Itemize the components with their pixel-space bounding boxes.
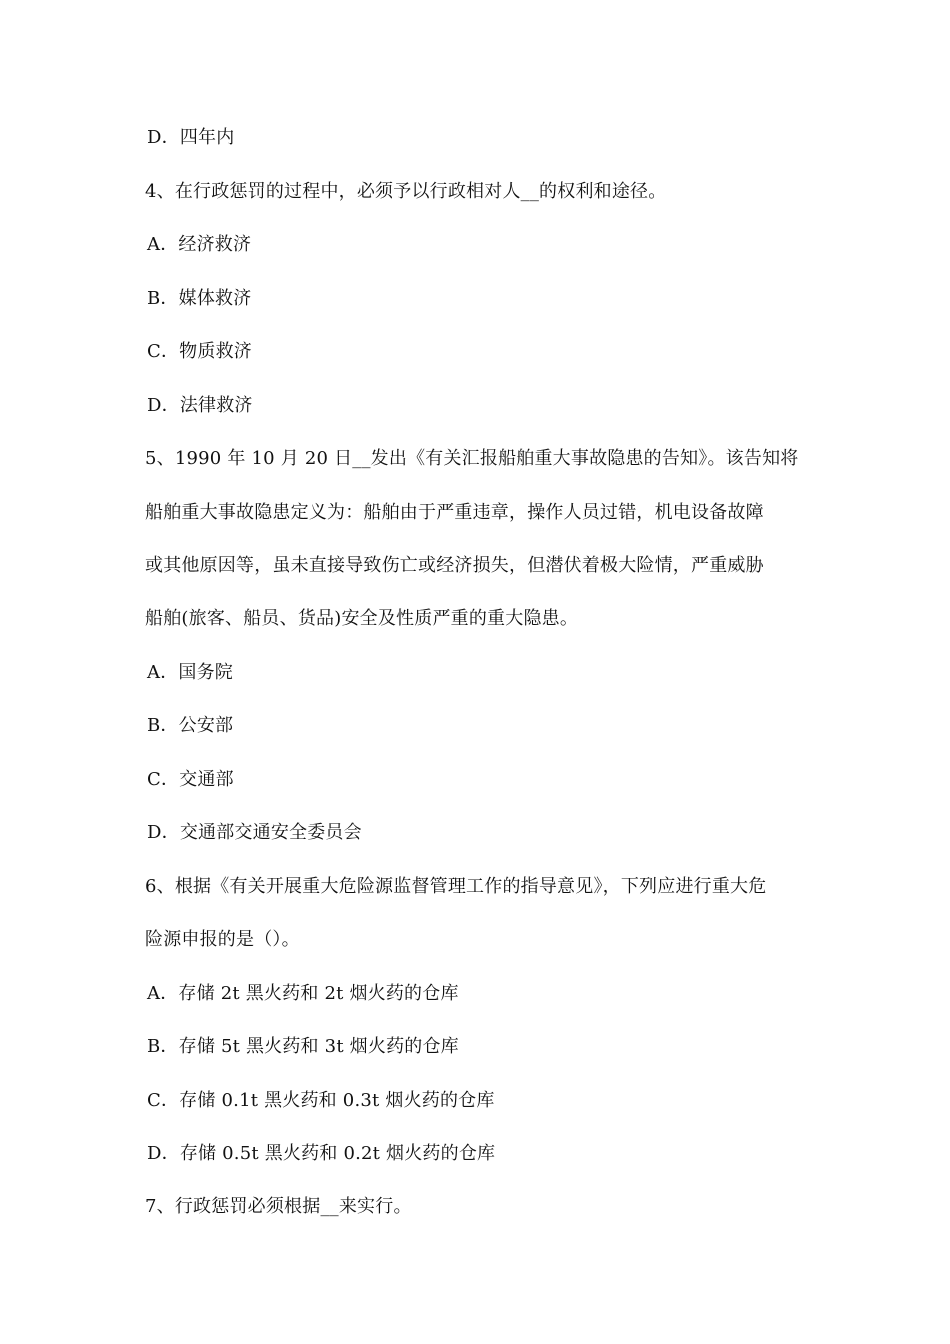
question-5-line-3: 或其他原因等，虽未直接导致伤亡或经济损失，但潜伏着极大险情，严重威胁: [145, 555, 764, 576]
option-a-q6: A．存储 2t 黑火药和 2t 烟火药的仓库: [147, 983, 459, 1004]
option-a-q5: A．国务院: [147, 662, 233, 683]
option-d-q6: D．存储 0.5t 黑火药和 0.2t 烟火药的仓库: [147, 1143, 496, 1164]
option-a-q4: A．经济救济: [147, 234, 252, 255]
question-7: 7、行政惩罚必须根据__来实行。: [145, 1196, 412, 1217]
option-b-q5: B．公安部: [147, 715, 234, 736]
question-6-line-2: 险源申报的是（）。: [145, 929, 300, 950]
option-d-q3: D．四年内: [147, 127, 235, 148]
option-b-q4: B．媒体救济: [147, 288, 252, 309]
option-c-q6: C．存储 0.1t 黑火药和 0.3t 烟火药的仓库: [147, 1090, 495, 1111]
question-5-line-2: 船舶重大事故隐患定义为：船舶由于严重违章，操作人员过错，机电设备故障: [145, 502, 764, 523]
question-6-line-1: 6、根据《有关开展重大危险源监督管理工作的指导意见》，下列应进行重大危: [145, 876, 767, 897]
option-b-q6: B．存储 5t 黑火药和 3t 烟火药的仓库: [147, 1036, 459, 1057]
question-5-line-1: 5、1990 年 10 月 20 日__发出《有关汇报船舶重大事故隐患的告知》。该告知将: [145, 448, 799, 469]
option-d-q4: D．法律救济: [147, 395, 253, 416]
option-c-q4: C．物质救济: [147, 341, 252, 362]
question-5-line-4: 船舶(旅客、船员、货品)安全及性质严重的重大隐患。: [145, 608, 579, 629]
option-c-q5: C．交通部: [147, 769, 234, 790]
question-4: 4、在行政惩罚的过程中，必须予以行政相对人__的权利和途径。: [145, 181, 667, 202]
option-d-q5: D．交通部交通安全委员会: [147, 822, 362, 843]
